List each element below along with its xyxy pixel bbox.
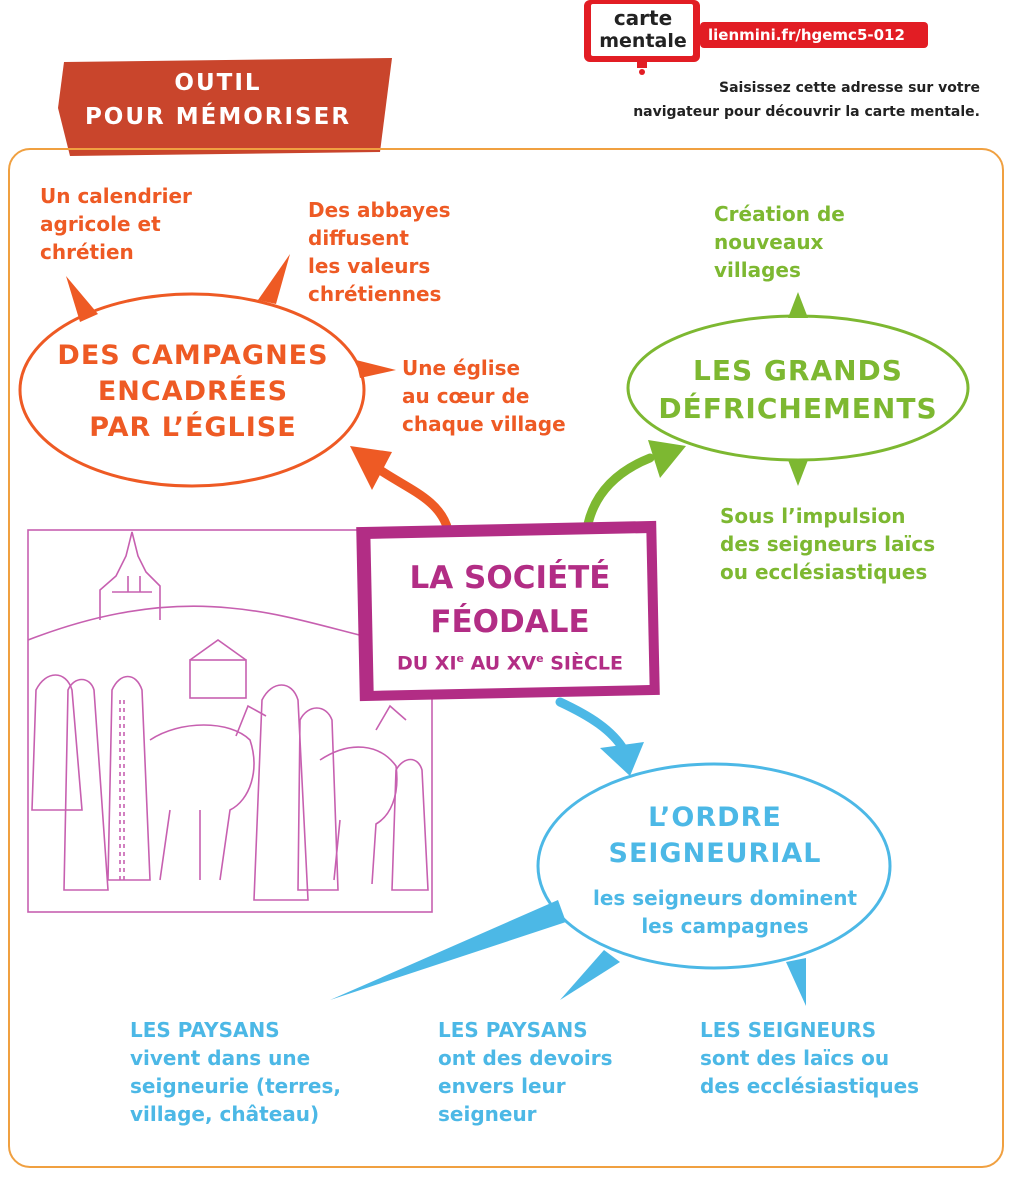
pointer-villages	[788, 292, 808, 318]
note-line: Une église	[402, 356, 521, 380]
note-line: des seigneurs laïcs	[720, 532, 936, 556]
note-line: LES PAYSANS	[130, 1018, 280, 1042]
note-line: nouveaux	[714, 230, 824, 254]
campagnes-title-2: ENCADRÉES	[97, 376, 289, 407]
sup-2: e	[536, 652, 544, 665]
banner-line-1: OUTIL	[174, 70, 262, 96]
ordre-sub-1: les seigneurs dominent	[592, 886, 858, 910]
defrichements-title-2: DÉFRICHEMENTS	[658, 392, 938, 425]
note-line: agricole et	[40, 212, 161, 236]
center-line-2: FÉODALE	[430, 604, 590, 640]
banner-line-2: POUR MÉMORISER	[84, 104, 352, 130]
ordre-title-2: SEIGNEURIAL	[608, 838, 822, 869]
note-seigneurs	[700, 1016, 919, 1100]
note-line: LES SEIGNEURS	[700, 1018, 877, 1042]
note-line: chaque village	[402, 412, 566, 436]
note-line: chrétiennes	[308, 282, 442, 306]
note-villages	[714, 200, 845, 284]
campagnes-title-3: PAR L’ÉGLISE	[89, 412, 297, 443]
arrow-to-campagnes	[350, 446, 448, 530]
sup-1: e	[456, 652, 464, 665]
pointer-eglise	[356, 360, 396, 378]
ordre-subtitle	[560, 884, 890, 940]
badge-word-2: mentale	[599, 30, 687, 52]
arrow-to-defrichements	[588, 440, 686, 524]
note-line: Création de	[714, 202, 845, 226]
note-line: Des abbayes	[308, 198, 451, 222]
center-century-start: DU XI	[396, 652, 457, 675]
pointer-seigneurs	[786, 958, 806, 1006]
note-line: village, château)	[130, 1102, 320, 1126]
note-line: seigneurie (terres,	[130, 1074, 341, 1098]
note-line: les valeurs	[308, 254, 431, 278]
note-eglise	[402, 354, 566, 438]
note-line: villages	[714, 258, 801, 282]
note-line: des ecclésiastiques	[700, 1074, 920, 1098]
note-line: LES PAYSANS	[438, 1018, 588, 1042]
arrow-to-ordre	[560, 702, 644, 776]
note-line: Sous l’impulsion	[720, 504, 906, 528]
note-line: chrétien	[40, 240, 134, 264]
pointer-paysans-1	[330, 900, 566, 1000]
pointer-abbayes	[258, 254, 290, 304]
center-century-end: AU XV	[464, 652, 537, 675]
defrichements-title	[640, 352, 956, 428]
note-line: sont des laïcs ou	[700, 1046, 890, 1070]
ordre-title-1: L’ORDRE	[648, 802, 782, 833]
note-line: seigneur	[438, 1102, 537, 1126]
note-line: diffusent	[308, 226, 409, 250]
note-line: ont des devoirs	[438, 1046, 613, 1070]
pointer-paysans-2	[560, 950, 620, 1000]
note-line: Un calendrier	[40, 184, 192, 208]
center-siecle: SIÈCLE	[543, 652, 623, 675]
campagnes-title	[28, 338, 358, 446]
campagnes-title-1: DES CAMPAGNES	[57, 340, 329, 371]
note-line: envers leur	[438, 1074, 566, 1098]
pointer-impulsion	[788, 460, 808, 486]
center-concept	[360, 532, 660, 702]
note-paysans-devoirs	[438, 1016, 613, 1128]
ordre-sub-2: les campagnes	[641, 914, 809, 938]
note-line: au cœur de	[402, 384, 530, 408]
help-line-2: navigateur pour découvrir la carte mentale.	[633, 104, 980, 120]
ordre-title	[560, 800, 870, 872]
defrichements-title-1: LES GRANDS	[693, 354, 903, 387]
note-abbayes	[308, 196, 451, 308]
center-line-1: LA SOCIÉTÉ	[409, 560, 611, 596]
pointer-calendrier	[66, 276, 98, 322]
note-paysans-seigneurie	[130, 1016, 341, 1128]
center-line-3	[360, 652, 660, 674]
help-line-1: Saisissez cette adresse sur votre	[718, 80, 980, 96]
note-line: vivent dans une	[130, 1046, 311, 1070]
note-calendrier	[40, 182, 192, 266]
note-line: ou ecclésiastiques	[720, 560, 928, 584]
note-impulsion	[720, 502, 935, 586]
badge-word-1: carte	[613, 6, 673, 30]
carte-link[interactable]: lienmini.fr/hgemc5-012	[700, 22, 928, 48]
